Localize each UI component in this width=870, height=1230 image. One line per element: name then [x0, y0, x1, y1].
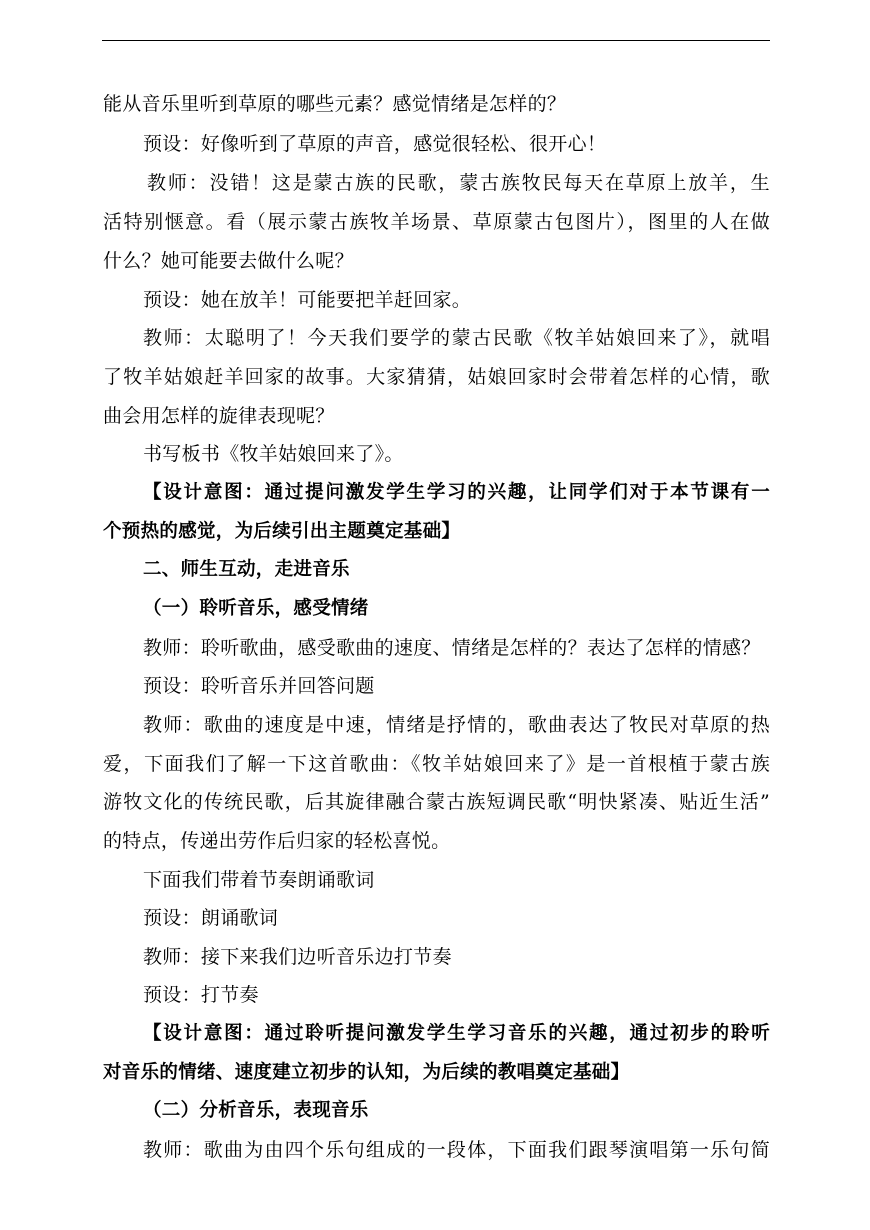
text-line: 预设：打节奏 — [143, 984, 259, 1006]
section-heading: 二、师生互动，走进音乐 — [143, 559, 350, 580]
text-line: 教师：聆听歌曲，感受歌曲的速度、情绪是怎样的？表达了怎样的情感？ — [143, 637, 761, 659]
text-line: 教师：没错！这是蒙古族的民歌，蒙古族牧民每天在草原上放羊，生 — [147, 172, 770, 194]
text-line: 了牧羊姑娘赶羊回家的故事。大家猜猜，姑娘回家时会带着怎样的心情，歌 — [103, 366, 770, 388]
text-line: 教师：歌曲的速度是中速，情绪是抒情的，歌曲表达了牧民对草原的热 — [143, 714, 770, 736]
text-line: 教师：歌曲为由四个乐句组成的一段体，下面我们跟琴演唱第一乐句简 — [143, 1139, 770, 1161]
text-line: 什么？她可能要去做什么呢？ — [103, 250, 354, 272]
design-intent: 【设计意图：通过提问激发学生学习的兴趣，让同学们对于本节课有一 — [143, 482, 770, 503]
text-line: 教师：接下来我们边听音乐边打节奏 — [143, 946, 452, 968]
text-line: 能从音乐里听到草原的哪些元素？感觉情绪是怎样的？ — [103, 93, 567, 115]
design-intent: 个预热的感觉，为后续引出主题奠定基础】 — [103, 521, 461, 542]
text-line: 游牧文化的传统民歌，后其旋律融合蒙古族短调民歌“明快紧凑、贴近生活” — [103, 791, 770, 813]
text-line: 预设：聆听音乐并回答问题 — [143, 675, 375, 697]
text-line: 爱，下面我们了解一下这首歌曲：《牧羊姑娘回来了》是一首根植于蒙古族 — [103, 753, 770, 775]
text-line: 教师：太聪明了！今天我们要学的蒙古民歌《牧羊姑娘回来了》，就唱 — [143, 327, 770, 349]
text-line: 预设：她在放羊！可能要把羊赶回家。 — [143, 289, 472, 311]
text-line: 曲会用怎样的旋律表现呢？ — [103, 405, 335, 427]
text-line: 书写板书《牧羊姑娘回来了》。 — [143, 443, 404, 465]
text-line: 预设：朗诵歌词 — [143, 907, 279, 929]
subsection-heading: （一）聆听音乐，感受情绪 — [143, 598, 369, 619]
subsection-heading: （二）分析音乐，表现音乐 — [143, 1100, 369, 1121]
design-intent: 对音乐的情绪、速度建立初步的认知，为后续的教唱奠定基础】 — [103, 1062, 630, 1083]
text-line: 预设：好像听到了草原的声音，感觉很轻松、很开心！ — [143, 133, 607, 155]
design-intent: 【设计意图：通过聆听提问激发学生学习音乐的兴趣，通过初步的聆听 — [143, 1023, 770, 1044]
text-line: 的特点，传递出劳作后归家的轻松喜悦。 — [103, 830, 451, 852]
header-rule — [102, 40, 770, 41]
text-line: 活特别惬意。看（展示蒙古族牧羊场景、草原蒙古包图片），图里的人在做 — [103, 211, 770, 233]
text-line: 下面我们带着节奏朗诵歌词 — [143, 869, 375, 891]
